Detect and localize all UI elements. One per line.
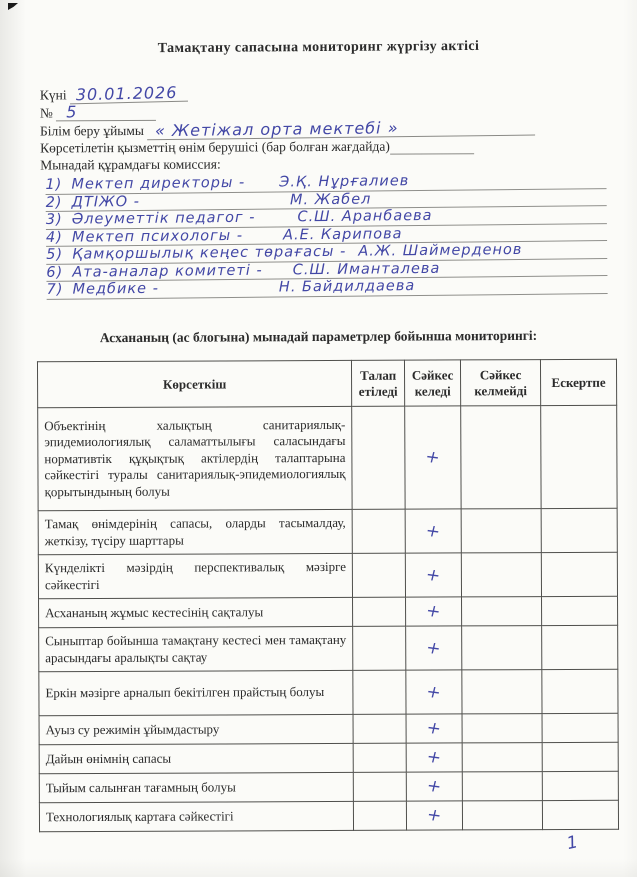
monitoring-table [37,358,619,832]
plus-mark: + [424,600,444,622]
note-cell [542,713,618,742]
header-conforms: Сәйкес келеді [405,359,461,405]
header-required: Талап етіледі [352,360,405,406]
table-row [39,713,618,745]
plus-mark: + [423,519,443,542]
header-note: Ескертпе [540,359,616,405]
commission-member-number: 1) [45,176,63,193]
commission-member-name: А.Е. Карипова [282,225,403,243]
note-cell [542,669,618,713]
conforms-cell [405,405,461,508]
required-cell [353,772,406,801]
commission-member-number: 2) [45,194,63,211]
number-label: № [39,105,53,121]
indicator-cell: Тыйым салынған тағамның болуы [39,772,353,802]
plus-mark: + [424,680,444,703]
provider-blank-underline [390,141,474,154]
plus-mark: + [423,446,443,468]
indicator-cell: Сыныптар бойынша тамақтану кестесі мен тамақтану арасындағы аралықты сақтау [39,626,353,671]
indicator-cell: Асхананың жұмыс кестесінің сақталуы [39,597,353,627]
conforms-cell [405,508,461,552]
table-row [39,625,618,672]
commission-member-number: 3) [45,211,63,228]
commission-member-number: 5) [46,246,64,263]
commission-heading [40,154,603,174]
plus-mark: + [424,775,444,797]
commission-member-role: ДТІЖО - [71,193,141,211]
commission-member-number: 4) [45,229,63,246]
conforms-cell [406,625,462,669]
document-title: Тамақтану сапасына мониторинг жүргізу актісі [157,38,480,57]
plus-mark: + [424,746,444,768]
indicator-cell: Технологиялық картаға сәйкестігі [39,801,353,831]
conforms-cell [406,771,462,800]
number-value-handwritten: 5 [56,103,156,122]
note-cell [542,625,618,669]
page-number-handwritten: 1 [565,831,581,855]
note-cell [542,596,618,625]
required-cell [353,597,406,626]
table-row [38,552,617,599]
indicator-cell: Дайын өнімнің сапасы [39,743,353,773]
commission-member-number: 7) [46,281,64,298]
note-cell [542,800,618,829]
note-cell [541,508,617,552]
commission-member-role: Мектеп директоры - [71,174,246,193]
not-conforms-cell [462,742,542,771]
not-conforms-cell [462,625,542,669]
indicator-cell: Еркін мәзірге арналып бекітілген прайстың болуы [39,670,353,715]
indicator-cell: Ауыз су режимін ұйымдастыру [39,714,353,744]
required-cell [353,714,406,743]
commission-member-name: Э.Қ. Нұрғалиев [279,173,410,191]
commission-member-name: С.Ш. Аранбаева [297,207,433,226]
table-row [38,508,617,555]
note-cell [542,742,618,771]
commission-member-role: Медбике - [72,280,159,298]
commission-member-role: Қамқоршылық кеңес төрағасы - [72,243,347,263]
conforms-cell [406,742,462,771]
not-conforms-cell [462,800,542,829]
required-cell [353,626,406,670]
conforms-cell [406,669,462,713]
not-conforms-cell [462,669,542,713]
header-not-conforms: Сәйкес келмейді [461,359,541,405]
required-cell [352,406,405,509]
required-cell [352,509,405,553]
conforms-cell [406,713,462,742]
not-conforms-cell [462,596,542,625]
table-row [39,596,618,628]
not-conforms-cell [462,713,542,742]
commission-member-name: А.Ж. Шаймерденов [358,241,523,260]
indicator-cell: Күнделікті мәзірдің перспективалық мәзірге сәйкестігі [38,553,352,598]
indicator-cell: Тамақ өнімдерінің сапасы, оларды тасымалдау, жеткізу, түсіру шарттары [38,509,352,554]
plus-mark: + [425,804,444,826]
note-cell [541,405,617,508]
organization-value-handwritten: « Жетіжал орта мектебі » [147,118,535,141]
commission-member-role: Әлеуметтік педагог - [71,209,256,228]
header-indicator: Көрсеткіш [37,360,351,407]
required-cell [353,743,406,772]
required-cell [352,553,405,597]
table-row [39,800,618,832]
required-cell [354,801,407,830]
commission-member-name: С.Ш. Иманталева [292,260,441,278]
provider-label: Көрсетілетін қызметтің өнім берушісі (бар болған жағдайда) [40,138,390,156]
date-label: Күні [39,87,67,103]
indicator-cell: Объектінің халықтың санитариялық-эпидемиологиялық саламаттылығы саласындағы нормативтік құқықтық актілердің талаптарына сәйкестігі туралы санитариялық-эпидемиологиялық қорытындының болуы [38,406,353,510]
plus-mark: + [424,636,444,659]
table-row [38,405,617,511]
commission-list [45,171,607,299]
not-conforms-cell [461,508,541,552]
header-fields [40,83,603,174]
commission-member-name: Н. Байдилдаева [278,278,416,296]
note-cell [541,552,617,596]
table-row [39,669,618,716]
note-cell [542,771,618,800]
not-conforms-cell [461,405,541,508]
organization-label: Білім беру ұйымы [39,122,145,139]
conforms-cell [406,596,462,625]
commission-member-role: Ата-аналар комитеті - [72,262,263,281]
commission-member-role: Мектеп психологы - [71,227,244,246]
scan-corner-artifact [8,3,18,10]
required-cell [353,670,406,714]
date-value-handwritten: 30.01.2026 [70,84,188,105]
commission-member-name: М. Жабел [289,191,372,208]
plus-mark: + [424,563,443,586]
conforms-cell [405,552,461,596]
monitoring-subtitle: Асхананың (ас блогына) мынадай параметрлер бойынша мониторингі: [99,327,538,345]
conforms-cell [406,800,462,829]
not-conforms-cell [461,552,541,596]
table-row [39,742,618,774]
table-header-row [37,359,616,408]
commission-label: Мынадай құрамдағы комиссия: [40,156,221,173]
table-row [39,771,618,803]
not-conforms-cell [462,771,542,800]
commission-member-number: 6) [46,264,64,281]
plus-mark: + [424,717,444,739]
